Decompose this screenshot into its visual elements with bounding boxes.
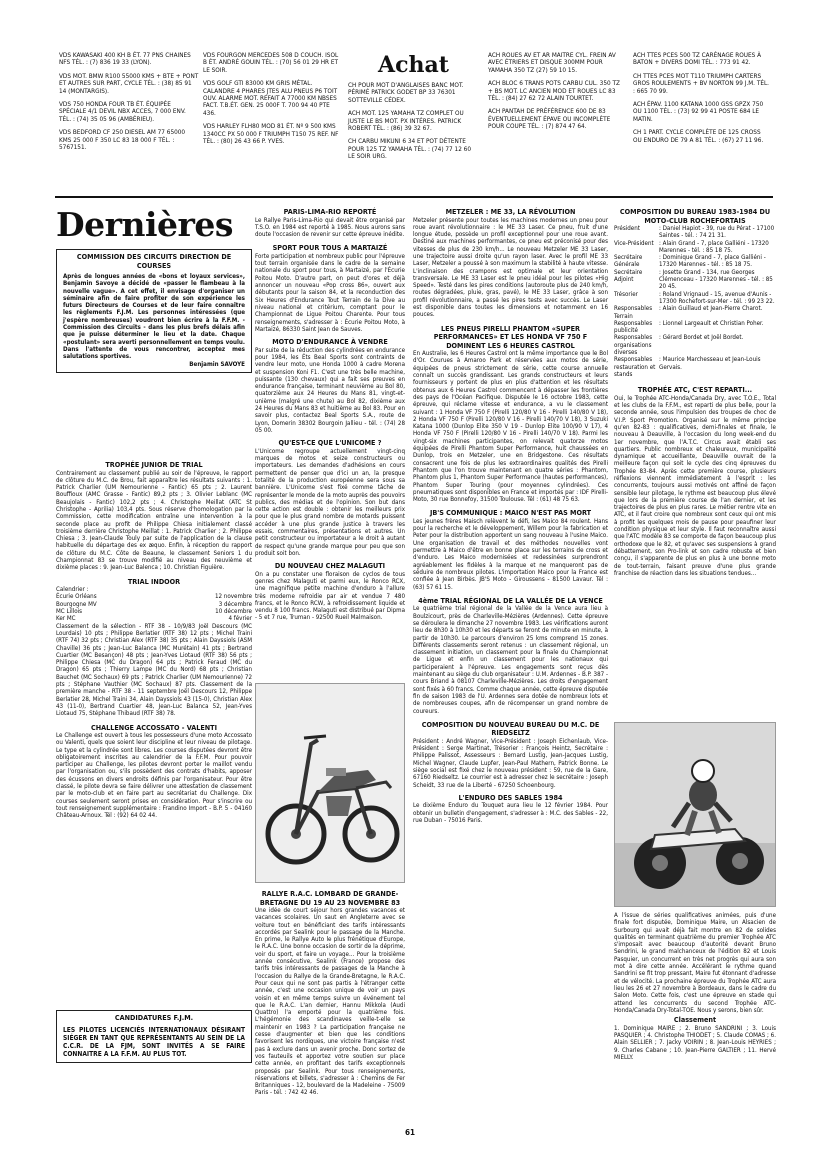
calendar-date: 3 décembre [218, 600, 252, 608]
trial-regional-body: Le quatrième trial régional de la Vallée de la Vence aura lieu à Boulzicourt, près de Charleville-Mézières (Ardennes). Cette épreuve se déroulera le dimanche 27 novembre 1983. Les vérifications auront lieu de 8h30 à 10h30 et les départs se feront de minute en minute, à partir de 10h30. Le parcours d'environ 25 kms comprend 15 zones. Différents classements seront retenus : un classement régional, un classement initiation, un classement pour la finale du Championnat de Ligue et enfin un classement pour les nationaux qui participeraient à l'épreuve. Les engagements sont reçus dès maintenant au siège du club organisateur : U.M. Ardennes - B.P. 387 - cours Briand à 08107 Charleville-Mézières. Les droits d'engagement sont fixés à 60 francs. Comme chaque année, cette épreuve disputée fin de saison 1983 de l'U. Ardennes sera dotée de nombreux lots et de nombreuses coupes, afin de récompenser un grand nombre de coureurs. [413, 605, 608, 715]
bureau-row [614, 305, 776, 320]
trophee-junior-body: Contrairement au classement publié au soir de l'épreuve, le rapport de clôture du M.C. de Brou, fait apparaître les résultats suivants : 1. Patrick Charlier (UM Nemourienne - Fantic) 65 pts ; 2. Laurent Bouffioux (AMC Grasse - Fantic) 89,2 pts ; 3. Olivier Leblanc (MC Beaujolais - Fantic) 102,2 pts ; 4. Christophe Meillat (ATC St Christophe - Aprilia) 103,4 pts. Sous réserve d'homologation par la Commission, cette modification entraîne une intervention à la seconde place au profit de Philippe Chiesa initialement classé troisième derrière Christophe Meillat : 1. Patrick Charlier ; 2. Philippe Chiesa ; 3. Jean-Claude Touly par suite de l'application de la clause habituelle du départage des ex æquo. Enfin, à réception du rapport de clôture du M.C. Côte de Beaune, le classement Seniors 1 du Championnat 83 se trouve modifié au niveau des neuvième et dixième places : 9. Jean-Luc Balenca ; 10. Christian Figuière. [56, 469, 252, 572]
calendar-date: 12 novembre [214, 593, 252, 601]
commission-title: COMMISSION DES CIRCUITS DIRECTION DE COURSES [76, 252, 232, 270]
trial-regional-title: 4ème TRIAL RÉGIONAL DE LA VALLÉE DE LA VENCE [418, 595, 603, 605]
bureau-row [614, 225, 776, 240]
bureau-role: Responsables restauration et stands [614, 356, 656, 378]
trial-indoor-calendar-label: Calendrier : [56, 586, 89, 594]
bureau-row [614, 254, 776, 269]
column-2-rallye [255, 890, 405, 1097]
masthead: Dernières [56, 205, 233, 244]
paris-lima-title: PARIS-LIMA-RIO REPORTÉ [283, 207, 377, 216]
challenge-title: CHALLENGE ACCOSSATO - VALENTI [90, 722, 217, 732]
rallye-rac-title: RALLYE R.A.C. LOMBARD DE GRANDE-BRETAGNE DU 19 AU 23 NOVEMBRE 83 [259, 889, 401, 907]
column-1-articles [56, 461, 252, 820]
classified-column-3 [348, 52, 478, 167]
atc-race-photo [614, 722, 776, 907]
commission-box [56, 249, 252, 373]
bureau-member: : Josette Grand - 134, rue Georges Clémenceau - 17320 Marennes - tél. : 85 20 45. [659, 268, 773, 291]
classified-ad: ACH ÉPAV. 1100 KATANA 1000 GSS GPZX 750 OU 1100 TÉL. : (73) 92 99 41 POSTE 684 LE MATIN. [633, 100, 764, 123]
commission-signature: Benjamin SAVOYE [189, 360, 245, 368]
bureau-riedseltz-body: Président : André Wagner, Vice-Président : Joseph Eichenlaub, Vice-Président : Serge Martinat, Trésorier : François Heintz, Secrétaire : Philippe Palissot, Assesseurs : Bernard Lustig, Jean-Jacques Lustig, Michel Wagner, Claude Lupfer, Jean-Paul Mathern, Patrick Bonne. Le siège social est fixé chez le nouveau président : 59, rue de la Gare, 67160 Riedseltz. Le courrier est à adresser chez le secrétaire : Joseph Scheidt, 33 rue de la Liberté - 67250 Schoenbourg. [413, 737, 608, 789]
bureau-role: Secrétaire Générale [614, 254, 643, 269]
calendar-date: 10 décembre [215, 608, 252, 616]
rallye-rac-body: Une idée de court séjour hors grandes vacances et vacances scolaires. Un saut en Angleterre avec se voiture tout en bénéficiant des tarifs intéressants accordés par Sealink pour le passage de la Manche. En prime, le Rallye Auto le plus frénétique d'Europe, le R.A.C. Une bonne occasion de sortir de la déprime, voir du sport, et faire un voyage... Pour la troisième année consécutive, Sealink (France) propose des tarifs très intéressants de passages de la Manche à l'occasion du Rallye de la Grande-Bretagne, le R.A.C. Pour ceux qui ne sont pas partis à l'étranger cette année, c'est une occasion unique de voir un pays voisin et en même temps suivre un événement tel que le R.A.C. L'an dernier, Hannu Mikkola (Audi Quattro) l'a emporté pour la quatrième fois. L'hégémonie des scandinaves veille-t-elle se maintenir en 1983 ? La participation française ne cesse d'augmenter et bien que les conditions favorisent les nordiques, une victoire française n'est pas à exclure dans un avenir proche. Donc sortez de vos fauteuils et apportez votre soutien sur place cette année, en profitant des tarifs exceptionnels proposés par Sealink. Pour tous renseignements, réservations et billets, s'adresser à : Chemins de Fer Britanniques - 12, boulevard de la Madeleine - 75009 Paris - tél. : 742 42 46. [255, 907, 405, 1097]
classified-ad: CH 1 PART. CYCLE COMPLÈTE DE 125 CROSS OU ENDURO DE 79 A 81 TÉL. : (67) 27 11 96. [633, 128, 764, 144]
achat-heading: Achat [378, 52, 449, 78]
classified-ad: ACH ROUES AV ET AR MAITRE CYL. FREIN AV AVEC ÉTRIERS ET DISQUE 300MM POUR YAMAHA 350 TZ (27) 59 10 15. [488, 51, 616, 74]
enduro-sables-title: L'ENDURO DES SABLES 1984 [458, 792, 563, 802]
metzeler-body: Metzeler présente pour toutes les machines modernes un pneu pour roue avant révolutionnaire : le ME 33 Laser. Ce pneu, fruit d'une longue étude, possède un profil exceptionnel pour une roue avant. Destiné aux machines performantes, ce pneu est préconisé pour des vitesses de plus de 230 km/h... Le nouveau Metzeler ME 33 Laser, une trajectoire aussi droite qu'un rayon laser. Avec le profil ME 33 Laser, Metzeler a poussé à son maximum la stabilité à haute vitesse. L'inclinaison des crampons est optimale et leur orientation transversale. Le ME 33 Laser est le pneu idéal pour les pilotes «Hig Speed». Testé dans les pires conditions (autoroute plus de 240 km/h, routes dégradées, pluie, gras, pavé), le ME 33 Laser, grâce à son profil révolutionnaire, a passé les pires tests avec succès. Le Laser est disponible dans toutes les dimensions et notamment en 16 pouces. [413, 216, 608, 319]
trial-indoor-body: Classement de la sélection - RTF 38 - 10/9/83 Joël Descours (MC Lourdais) 10 pts ; Philippe Berlatier (RTF 38) 12 pts ; Michel Traini (RTF 74) 32 pts ; Christian Alex (RTF 38) 35 pts ; Alain Dayssiols (ASM Chaville) 36 pts ; Jean-Luc Balanca (MC Murétain) 41 pts ; Bertrand Cuartier (MC Besançon) 48 pts ; Jean-Yves Liotaud (RTF 38) 56 pts ; Philippe Chiesa (MC du Dragon) 64 pts ; Patrick Feraud (MC du Dragon) 65 pts ; Thierry Lampe (MC du Nord) 68 pts ; Christian Bauchet (MC Sochaux) 69 pts ; Patrick Charlier (UM Nemourienne) 72 pts ; Stéphane Vauthier (MC Sochaux) 87 pts. Classement de la première manche - RTF 38 - 11 septembre Joël Descours 12, Philippe Berlatier 28, Michel Traini 34, Alain Dayssiols 43 (15-0), Christian Alex 43 (11-0), Bertrand Cuartier 48, Jean-Luc Balanca 52, Jean-Yves Liotaud 75, Stéphane Thibaud (RTF 38) 78. [56, 622, 252, 718]
bureau-row [614, 320, 776, 335]
candidatures-title: CANDIDATURES F.J.M. [114, 1013, 194, 1022]
classified-ad: VDS BEDFORD CF 250 DIESEL AM 77 65000 KMS 25 000 F 350 LC 83 18 000 F TÉL. : 5767151. [59, 128, 186, 152]
classified-ad: ACH MOT. 125 YAMAHA TZ COMPLET OU JUSTE LE BS MOT. PX INTÉRES. PATRICK ROBERT TÉL. : (86) 39 32 67. [348, 109, 464, 133]
moto-endurance-body: Par suite de la réduction des cylindrées en endurance pour 1984, les Éts Beal Sports sont contraints de vendre leur moto, une Honda 1000 à cadre Morena et suspension Koni F1. C'est une très belle machine, puissante (130 chevaux) qui a fait ses preuves en endurance française, terminant neuvième au Bol 80, quatorzième aux 24 Heures du Mans 81, vingt-et-unième (malgré une chute) au Bol 82, dixième aux 24 Heures du Mans 83 et huitième au Bol 83. Pour en savoir plus, contactez Beal Sports S.A., route de Lyon, Domerin 38302 Bourgoin Jallieu - tél. : (74) 28 05 00. [255, 346, 405, 434]
candidatures-box [56, 1010, 252, 1063]
trophee-atc-title: TROPHÉE ATC, C'EST REPARTI... [637, 385, 753, 395]
classified-ad: VDS GOLF GTI 83000 KM GRIS MÉTAL. CALANDRE 4 PHARES JTES ALU PNEUS P6 TOIT OUV. ALARME MOT. REFAIT A 77000 KM NBSES FACT. T.B.ÉT. GEN. 25 000F T. 700 94 40 PTE 436. [203, 79, 338, 117]
calendar-row [56, 601, 252, 608]
unicorne-title: QU'EST-CE QUE L'UNICOME ? [278, 438, 382, 448]
unicorne-body: L'Unicome regroupe actuellement vingt-cinq marques de motos et seize constructeurs ou importateurs. Les demandes d'adhésions en cours permettent de penser que d'ici un an, la presque totalité de la production européenne sera sous sa bannière. L'Unicome s'est fixé comme tâche de représenter le monde de la moto auprès des pouvoirs publics, des médias et de l'opinion. Son but dans cette action est double : obtenir les meilleurs prix pour que le plus grand nombre de motards puissent accéder à une plus grande justice à travers les essais, commentaires, présentations et autres. Un petit constructeur ou importateur a le droit à autant de respect qu'une grande marque pour peu que son produit soit bon. [255, 447, 405, 557]
column-3-articles [413, 208, 608, 824]
bureau-role: Responsables publicité [614, 319, 653, 335]
bureau-role: Vice-Président [614, 239, 654, 247]
bureau-rochefort-list [614, 225, 776, 378]
bureau-role: Président [614, 225, 640, 232]
motorcycle-illustration [256, 684, 405, 883]
calendar-row [56, 615, 252, 622]
bureau-member: : Alain Guillaud et Jean-Pierre Charot. [659, 305, 763, 313]
classified-ad: VDS HARLEY FLH80 MOD 81 ÉT. Nº 9 500 KMS 1340CC PX 50 000 F TRIUMPH T150 75 REF. NF TÉL. : (80) 26 43 66 P. YVES. [203, 122, 339, 146]
bureau-member: : Dominique Grand - 7, place Galliéni - 17320 Marennes - tél. : 85 18 75. [659, 254, 766, 269]
calendar-club: Écurie Orléans [56, 593, 97, 601]
bureau-rochefort-title: COMPOSITION DU BUREAU 1983-1984 DU MOTO-CLUB ROCHEFORTAIS [619, 207, 771, 225]
sport-tous-body: Forte participation et nombreux public pour l'épreuve tout terrain organisée dans le cadre de la semaine nationale du sport pour tous, à Martaizé, par l'Écurie Poitou Moto. D'autre part, on peut d'ores et déjà annoncer un nouveau «Pop cross 86», ouvert aux débutants pour la saison 84, et la reconduction des Six Heures d'Endurance Tout Terrain de la Dive au niveau national et critérium, comptant pour le Championnat de Ligue Poitou Charente. Pour tous renseignements, s'adresser à : Écurie Poitou Moto, à Martaizé, 86330 Saint Jean de Sauves. [255, 252, 405, 333]
classified-column-5 [633, 52, 769, 150]
section-divider [55, 196, 773, 198]
sport-tous-title: SPORT POUR TOUS A MARTAIZÉ [272, 243, 388, 253]
bureau-member: : Maurice Marchesseau et Jean-Louis Gervais. [659, 356, 761, 371]
classified-ad: CH TTES PCES MOT T110 TRIUMPH CARTERS GROS ROULEMENTS + BV NORTON 99 J.M. TÉL. : 665 70 99. [633, 71, 769, 95]
trophee-atc-body: Oui, le Trophée ATC-Honda/Canada Dry, avec T.O.E., Total et les clubs de la F.F.M., est reparti de plus belle, pour la seconde année, sous l'impulsion des troupes de choc de V.I.P. Sport Promotion. Organisé sur le même principe qu'en 82-83 : qualificatives, demi-finales et finale, le nouveau à Deauville, à l'occasion du long week-end du 1er novembre, que l'A.T.C. Circus avait établi ses quartiers. Public nombreux et chaleureux, municipalité dynamique et accueillante, Deauville ouvrait de la meilleure façon qui soit le cycle des cinq épreuves du Trophée 83-84. Après cette première course, plusieurs réflexions viennent immédiatement à l'esprit : les concurrents, toujours aussi motivés ont affiné de façon sensible leur pilotage, le rythme est beaucoup plus élevé que lors de la première course de l'an dernier, et les trajectoires de plus en plus rares. Le métier rentre vite en ATC, et il faut croire que nombreux sont ceux qui ont mis à profit les quelques mois de pause pour peaufiner leur condition physique et leur style. Il faut reconnaître aussi que l'ATC modèle 83 se comporte de façon beaucoup plus orthodoxe que le 82, et qu'avec ses suspensions à grand débattement, son Pro-link et son cadre robuste et bien conçu, il s'apparente de plus en plus à une bonne moto de tout-terrain, faisant preuve d'une plus grande franchise de réaction dans les situations tendues... [614, 394, 776, 577]
paris-lima-body: Le Rallye Paris-Lima-Rio qui devait être organisé par T.S.O. en 1984 est reporté à 1985. Nous aurons sans doute l'occasion de revenir sur cette épreuve inédite. [255, 216, 405, 239]
maico-title: JB'S COMMUNIQUE : MAICO N'EST PAS MORT [429, 508, 592, 518]
bureau-member: : Gérard Bordet et Joël Bordet. [659, 334, 744, 342]
malaguti-motorcycle-photo [255, 683, 405, 883]
bureau-row [614, 334, 776, 356]
classified-ad: VDS FOURGON MERCEDES 508 D COUCH. ISOL B ÉT. ANDRÉ GOUIN TÉL. : (70) 56 01 29 HR ET LE SOIR. [203, 51, 339, 74]
bureau-role: Responsables Terrain [614, 305, 653, 320]
calendar-row [56, 608, 252, 615]
bureau-member: : Alain Grand - 7, place Galliéni - 17320 Marennes - tél. : 85 18 75. [659, 239, 769, 254]
bureau-role: Trésorier [614, 290, 638, 298]
classified-ad: ACH BLOC 6 TRANS POTS CARBU CUL. 350 TZ + BS MOT. LC ANCIEN MOD ET ROUES LC 83 TÉL. : (84) 27 62 72 ALAIN TOURTET. [488, 79, 620, 103]
bureau-row [614, 269, 776, 291]
bureau-row [614, 240, 776, 255]
column-4-continued [614, 912, 776, 1061]
calendar-club: Ker MC [56, 615, 76, 623]
classified-column-1 [59, 52, 199, 157]
trial-indoor-calendar [56, 593, 252, 622]
candidatures-body: LES PILOTES LICENCIÉS INTERNATIONAUX DÉSIRANT SIÉGER EN TANT QUE REPRÉSENTANTS AU SEIN DE LA C.C.R. DE LA FJM, SONT INVITÉS A SE FAIRE CONNAITRE A LA F.F.M. AU PLUS TOT. [63, 1025, 245, 1058]
malaguti-body: On a pu constater une floraison de cyclos de tous genres chez Malaguti et parmi eux, le Ronco RCX, une magnifique petite machine d'enduro à l'allure très moderne refroidie par air et vendue 7 480 francs, et le Ronco RCW, à refroidissement liquide et vendu 8 100 francs. Malaguti est distribué par Dipma - 5 et 7 rue, Truman - 92500 Rueil Malmaison. [255, 570, 405, 622]
bureau-row [614, 291, 776, 306]
classified-column-2 [203, 52, 343, 151]
classified-ad: CH CARBU MIKUNI 6 34 ET POT DÉTENTE POUR 125 TZ YAMAHA TÉL. : (74) 77 12 60 LE SOIR URG. [348, 137, 471, 161]
trophee-atc-body-continued: A l'issue de séries qualificatives animées, puis d'une finale fort disputée, Dominique Maire, un Alsacien de Surbourg qui avait déjà fait montre en 82 de solides qualités en terminant quatrième du premier Trophée ATC s'imposait avec beaucoup d'autorité devant Bruno Sendrini, le grand malchanceux de l'édition 82 et Louis Pasquier, un concurrent en très net progrès qui aura son mot à dire cette année. Accélérant le rythme quand Sandrini se fit trop pressant, Maire fut étonnant d'adresse et de vélocité. La prochaine épreuve du Trophée ATC aura lieu les 26 et 27 novembre à Bordeaux, dans le cadre du Salon Moto. Cette fois, c'est une épreuve en stade qui attend les concurrents du second Trophée ATC-Honda/Canada Dry-Total-TOE. Nous y serons, bien sûr. [614, 912, 776, 1014]
bureau-row [614, 356, 776, 378]
maico-body: Les jeunes frères Maisch relèvent le défi, les Maico 84 roulent. Hans pour la recherche et le développement, Willem pour la fabrication et Peter pour la distribution apportent un sang nouveau à l'usine Maico. Une organisation de travail et des méthodes nouvelles vont permettre à Maico d'être en bonne place sur les terrains de cross et d'enduro. Les Maico modernisées et redessinées surprendront agréablement les fidèles à la marque et ne manqueront pas de séduire de nombreux pilotes. L'importation Maico pour la France est confiée à Jean Birbès. JB'S Moto - Giroussens - 81500 Lavaur. Tél : (63) 57 61 15. [413, 517, 608, 591]
malaguti-title: DU NOUVEAU CHEZ MALAGUTI [274, 561, 386, 571]
bureau-role: Responsables organisations diverses [614, 334, 653, 357]
enduro-sables-body: Le dixième Enduro du Touquet aura lieu le 12 février 1984. Pour obtenir un bulletin d'engagement, s'adresser à : M.C. des Sables - 22, rue Duban - 75016 Paris. [413, 802, 608, 824]
pirelli-title: LES PNEUS PIRELLI PHANTOM «SUPER PERFORMANCES» ET LES HONDA VF 750 F DOMINENT LES 6 HEURES CASTROL [433, 323, 588, 350]
classement-title: Classement [673, 1015, 717, 1025]
atc-quad-illustration [615, 723, 776, 907]
calendar-club: MC Lillois [56, 608, 83, 616]
classified-ad: VDS KAWASAKI 400 KH B ÉT. 77 PNS CHAINES NFS TÉL. : (7) 836 19 33 (LYON). [59, 51, 191, 67]
classement-list: 1. Dominique MAIRE ; 2. Bruno SANDRINI ; 3. Louis PASQUIER ; 4. Christophe THIODET ; 5. Claude COMAS ; 6. Alain SELLIER ; 7. Jacky VOIRIN ; 8. Jean-Louis HEYRIES ; 9. Charles Cabane ; 10. Jean-Pierre GALTIER ; 11. Hervé MIELLY. [614, 1024, 776, 1061]
calendar-row [56, 593, 252, 600]
page-number: 61 [404, 1128, 415, 1137]
classified-ad: ACH PANTAH DE PRÉFÉRENCE 600 DE 83 ÉVENTUELLEMENT ÉPAVE OU INCOMPLÈTE POUR COUPE TÉL. : (7) 874 47 64. [488, 107, 611, 131]
commission-body: Après de longues années de «bons et loyaux services», Benjamin Savoye a décidé de «passer le flambeau à la nouvelle vague». A cet effet, il envisage d'organiser un séminaire afin de faire profiter de son expérience les futurs Directeurs de Courses et de leur faire connaître les règlements F.J.M. Les personnes intéressées (que j'espère nombreuses) voudront bien écrire à la F.F.M. - Commission des Circuits - dans les plus brefs délais afin que je puisse déterminer le lieu et la date. Chaque «postulant» sera averti personnellement en temps voulu. Dans l'attente de vous rencontrer, acceptez mes salutations sportives. [63, 273, 245, 361]
classified-ad: VDS MOT. BMW R100 55000 KMS + BTE + PONT ET AUTRES SUR PART, CYCLE TÉL. : (38) 85 91 14 (MONTARGIS). [59, 71, 199, 95]
classified-ad: CH POUR MOT D'ANGLAISES BANC MOT. PÉRIMÉ PATRICK GODET BP 33 76301 SOTTEVILLE CÉDEX. [348, 81, 464, 104]
moto-endurance-title: MOTO D'ENDURANCE À VENDRE [272, 337, 388, 347]
metzeler-title: METZELER : ME 33, LA RÉVOLUTION [445, 207, 576, 216]
classified-ad: VDS 750 HONDA FOUR TB ÉT. ÉQUIPÉE SPÉCIALE 4/1 DEVIL NBX ACCES, 7 000 ENV. TÉL. : (74) 35 05 96 (AMBÉRIEU). [59, 100, 186, 123]
trial-indoor-title: TRIAL INDOOR [127, 576, 181, 586]
calendar-date: 4 février [228, 615, 252, 623]
trophee-junior-title: TROPHÉE JUNIOR DE TRIAL [105, 460, 203, 469]
classified-ad: ACH TTES PCES 500 TZ CARÉNAGE ROUES À BATON + DIVERS DOMI TÉL. : 773 91 42. [633, 51, 762, 67]
bureau-riedseltz-title: COMPOSITION DU NOUVEAU BUREAU DU M.C. DE RIEDSELTZ [421, 719, 600, 738]
bureau-member: : Daniel Hapiot - 39, rue du Pérat - 17100 Saintes - tél. : 74 21 31. [659, 225, 775, 240]
bureau-role: Secrétaire Adjoint [614, 268, 643, 284]
pirelli-body: En Australie, les 6 Heures Castrol ont la même importance que le Bol d'Or. Courues à Amaroo Park et réservées aux motos de série, équipées de pneus strictement de série, cette course annuelle connaît un succès grandissant. Les grands constructeurs et leurs fournisseurs y portent de plus en plus d'attention et les résultats obtenus aux 6 Heures Castrol commencent à dépasser les frontières des pays de l'Océan Pacifique. Disputée le 16 octobre 1983, cette épreuve, qui réclame vitesse et endurance, a vu le classement suivant : 1 Honda VF 750 F (Pirelli 120/80 V 16 - Pirelli 140/80 V 18), 2 Honda VF 750 F (Pirelli 120/80 V 16 - Pirelli 140/70 V 18), 3 Suzuki Katana 1000 (Dunlop Elite 350 V 19 - Dunlop Elite 100/90 V 17), 4 Honda VF 750 F (Pirelli 120/80 V 16 - Pirelli 140/70 V 18). Parmi les vingt-six machines participantes, on relevait quatorze motos équipées de Pirelli Phantom Super Performance, huit chaussées en Dunlop, trois en Metzeler, une en Bridgestone. Ces résultats consacrent une fois de plus les extraordinaires qualités des Pirelli Phantom que l'on trouve maintenant en quatre séries : Phantom, Phantom plus 1, Phantom Super Performance (hautes performances), Phantom Super Touring (pour moyennes cylindrées). Ces pneumatiques sont disponibles en France et importés par : IDF Pirelli-Moto, 30 rue Bonnefoy, 31500 Toulouse. Tél : (61) 48 75 63. [413, 350, 608, 504]
column-2-articles [255, 208, 405, 622]
calendar-club: Bourgogne MV [56, 600, 97, 608]
bureau-member: : Roland Vrignaud - 15, avenue d'Aunis - 17300 Rochefort-sur-Mer - tél. : 99 23 22. [659, 290, 775, 305]
classified-column-4 [488, 52, 623, 137]
bureau-member: : Lionnel Largeault et Christian Poher. [659, 319, 764, 327]
challenge-body: Le Challenge est ouvert à tous les possesseurs d'une moto Accossato ou Valenti, quels que soient leur discipline et leur niveau de pilotage. Le type et la cylindrée sont libres. Les courses disputées devront être obligatoirement inscrites au calendrier de la F.F.M. Pour pouvoir participer au Challenge, les pilotes devront porter le maillot vendu par l'organisation ou, s'ils possèdent des contrats d'habits, apposer des écussons en divers endroits définis par l'organisateur. Pour être classé, le pilote devra se faire délivrer une attestation de classement par le moto-club et en faire part au secrétariat du Challenge. Dix courses seulement seront prises en considération. Pour s'inscrire ou tout renseignement supplémentaire : Frandino Import - B.P. 5 - 04160 Château-Arnoux. Tél : (92) 64 02 44. [56, 732, 252, 820]
column-4-articles [614, 208, 776, 577]
